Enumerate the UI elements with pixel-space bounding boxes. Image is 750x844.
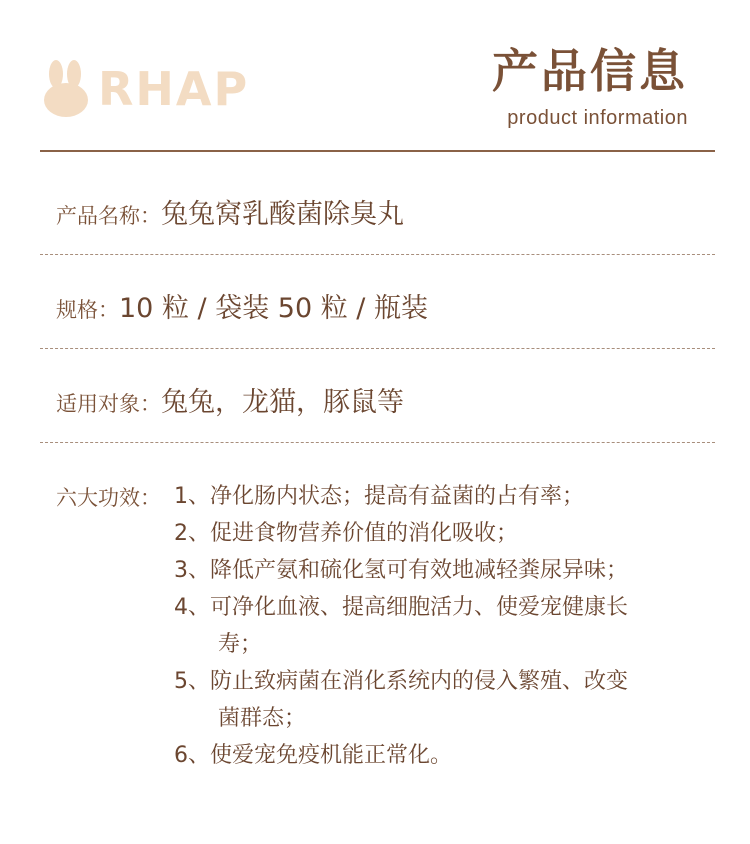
header [0,0,750,160]
effect-item [174,589,694,663]
target-value: 兔兔，龙猫，豚鼠等 [161,387,404,418]
effect-item [174,478,694,515]
brand-logo [42,60,249,118]
title-block [492,44,688,129]
effect-item [174,515,694,552]
spec-row [56,286,716,325]
effect-item [174,737,694,774]
header-divider [40,150,715,152]
dashed-divider [40,348,715,349]
page-subtitle: product information [507,107,688,129]
brand-logo-text: RHAP [98,62,250,116]
effect-item-text: 5、防止致病菌在消化系统内的侵入繁殖、改变 [174,669,628,694]
effect-item-text: 4、可净化血液、提高细胞活力、使爱宠健康长 [174,595,628,620]
product-name-row [56,192,716,231]
rabbit-head-icon [42,60,90,118]
effects-label: 六大功效： [56,486,161,510]
dashed-divider [40,442,715,443]
product-name-value: 兔兔窝乳酸菌除臭丸 [161,199,404,230]
effect-item [174,663,694,737]
effects-list [174,478,694,774]
effect-item-text: 3、降低产氨和硫化氢可有效地减轻粪尿异味； [174,558,628,583]
effect-item-continuation: 寿； [218,632,263,657]
target-label: 适用对象： [56,392,161,416]
effect-item-text: 2、促进食物营养价值的消化吸收； [174,521,518,546]
effect-item-text: 1、净化肠内状态；提高有益菌的占有率； [174,484,584,509]
effect-item-continuation: 菌群态； [218,706,307,731]
page-title: 产品信息 [492,44,688,98]
effect-item [174,552,694,589]
effect-item-text: 6、使爱宠免疫机能正常化。 [174,743,452,768]
spec-value: 10 粒 / 袋装 50 粒 / 瓶装 [119,293,428,324]
target-row [56,380,716,419]
dashed-divider [40,254,715,255]
spec-label: 规格： [56,298,119,322]
product-name-label: 产品名称： [56,204,161,228]
